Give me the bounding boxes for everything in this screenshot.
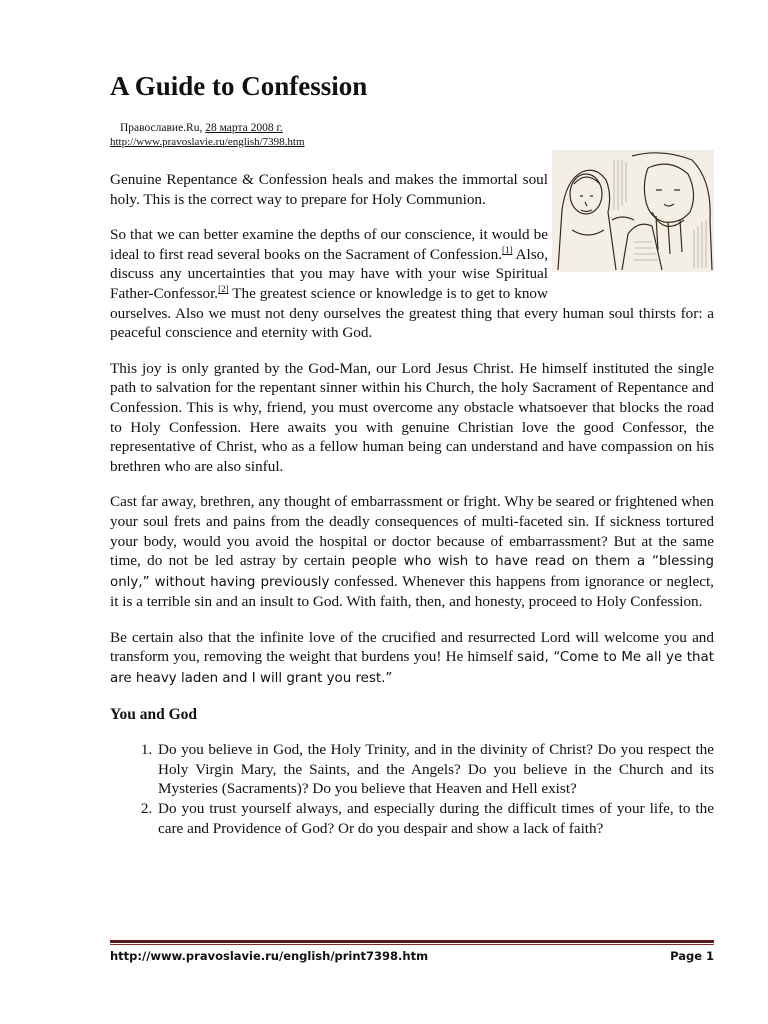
- page-title: A Guide to Confession: [110, 71, 368, 101]
- footnote-link-2[interactable]: [2]: [218, 283, 229, 294]
- paragraph-text: The greatest science or knowledge is to get to know ourselves. Also we must not deny ourselves the greatest thing that every human soul thirsts for: a peaceful conscience and eternity with God.: [110, 284, 714, 342]
- paragraph-intro: Genuine Repentance & Confession heals and makes the immortal soul holy. This is the correct way to prepare for Holy Communion.: [110, 171, 548, 208]
- paragraph-love: [110, 628, 714, 689]
- paragraph-text: Also, discuss any uncertainties that you may have with your wise Spiritual Father-Confessor.: [110, 245, 548, 302]
- list-item: 2. Do you trust yourself always, and especially during the difficult times of your life, to the care and Providence of God? Or do you despair and show a lack of faith?: [156, 799, 714, 838]
- confession-illustration: [552, 150, 714, 272]
- footer-divider: [110, 940, 714, 945]
- paragraph-text: So that we can better examine the depths of our conscience, it would be ideal to first read several books on the Sacrament of Confession.: [110, 226, 548, 263]
- article-body: [110, 170, 714, 838]
- source-site: Православие.Ru,: [120, 122, 203, 134]
- source-date[interactable]: 28 марта 2008 г.: [205, 122, 283, 134]
- source-url-link[interactable]: http://www.pravoslavie.ru/english/7398.htm: [110, 136, 305, 148]
- page-footer: [110, 949, 714, 963]
- paragraph-text: people who wish to have read on them a “blessing only,” without having previously: [110, 554, 714, 590]
- question-list: [110, 740, 714, 838]
- paragraph-embarrassment: [110, 492, 714, 612]
- paragraph-joy: This joy is only granted by the God-Man, our Lord Jesus Christ. He himself instituted the single path to salvation for the repentant sinner within his Church, the holy Sacrament of Repentance and Confession. This is why, friend, you must overcome any obstacle whatsoever that blocks the road to Holy Confession. Here awaits you with genuine Christian love the good Confessor, the representative of Christ, who as a fellow human being can understand and have compassion on his brethren who are also sinful.: [110, 359, 714, 475]
- footer-url: http://www.pravoslavie.ru/english/print7398.htm: [110, 949, 429, 963]
- source-line: [120, 122, 283, 135]
- paragraph-text: Cast far away, brethren, any thought of embarrassment or fright. Why be seared or frightened when your soul frets and pains from the deadly consequences of multi-faceted sin. If sickness tortured your body, would you avoid the hospital or doctor because of embarrassment? But at the same time, do not be led astray by certain: [110, 493, 714, 570]
- paragraph-text: confessed. Whenever this happens from ignorance or neglect, it is a terrible sin and an insult to God. With faith, then, and honesty, proceed to Holy Confession.: [110, 572, 714, 611]
- section-heading: You and God: [110, 705, 198, 723]
- page-number: Page 1: [670, 949, 714, 963]
- footnote-link-1[interactable]: [1]: [502, 244, 513, 255]
- list-item: 1. Do you believe in God, the Holy Trinity, and in the divinity of Christ? Do you respect the Holy Virgin Mary, the Saints, and the Angels? Do you believe in the Church and its Mysteries (Sacraments)? Do you believe that Heaven and Hell exist?: [156, 740, 714, 799]
- paragraph-text: Be certain also that the infinite love of the crucified and resurrected Lord will welcome you and transform you, removing the weight that burdens you! He himself: [110, 628, 714, 666]
- paragraph-text: said, “Come to Me all ye that are heavy laden and I will grant you rest.”: [110, 650, 714, 687]
